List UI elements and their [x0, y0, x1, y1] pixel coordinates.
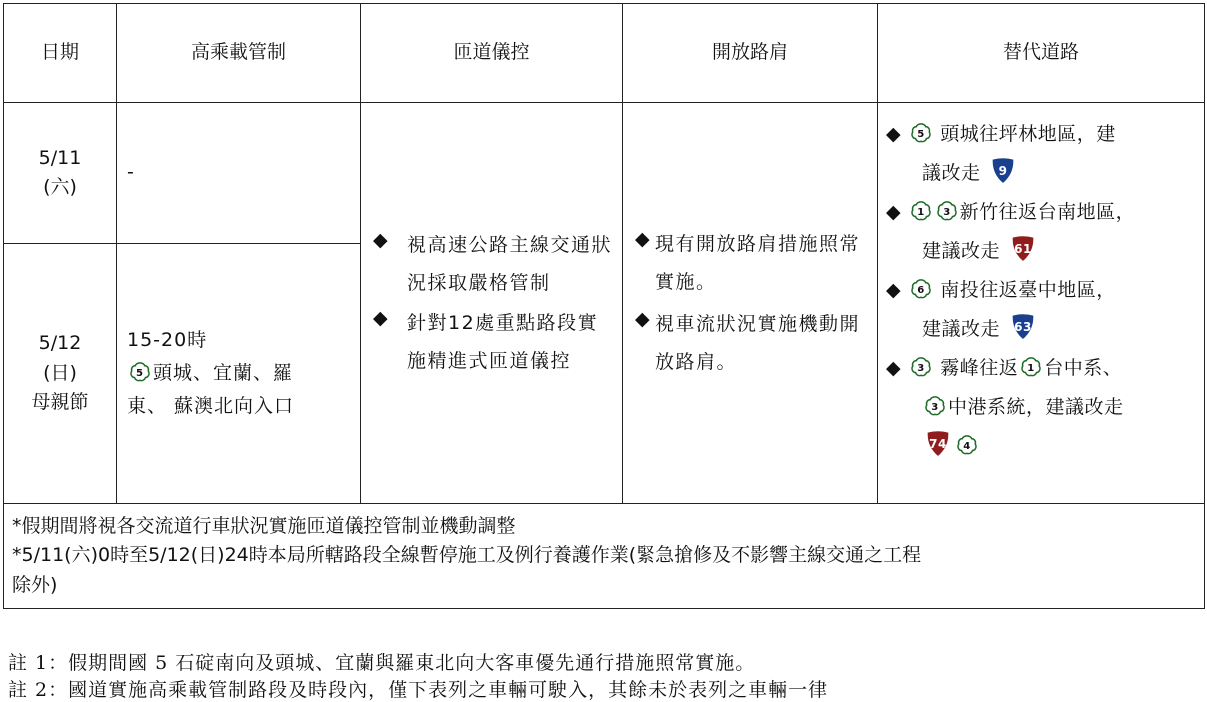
freeway-shield-icon: [910, 356, 932, 378]
table-row: [4, 103, 1205, 244]
diamond-bullet-icon: ◆: [373, 307, 388, 329]
freeway-shield-icon: [924, 395, 946, 417]
date-cell: [4, 103, 117, 244]
svg-text:3: 3: [916, 362, 925, 374]
expressway-shield-icon: [1009, 234, 1037, 264]
svg-text:5: 5: [916, 129, 925, 141]
provincial-highway-shield-icon: [989, 156, 1017, 186]
freeway-shield-icon: [910, 278, 932, 300]
notes-row: [4, 504, 1205, 609]
list-item: ◆ 視車流狀況實施機動開放路肩。: [635, 305, 877, 381]
svg-text:61: 61: [1013, 241, 1032, 256]
footnote-2: 註 2：國道實施高乘載管制路段及時段內，僅下表列之車輛可駛入，其餘未於表列之車輛一律: [8, 679, 829, 701]
date-text: 5/11: [38, 146, 82, 169]
alt-route-cell: ◆ 5 頭城往坪林地區，建 議改走 9 ◆ 1 3 新竹往返台南地區， 建議改走 61 ◆ 6 南投往返臺中地區， 建議改走 63 ◆ 3 霧峰往返 1 台中系、 3 中港系統，建議改走 74 4: [878, 103, 1205, 504]
svg-text:3: 3: [931, 401, 939, 413]
hov-cell: [117, 103, 361, 244]
freeway-shield-icon: [910, 122, 932, 144]
diamond-bullet-icon: ◆: [635, 308, 650, 330]
hov-cell: 15-20時 5 頭城、宜蘭、羅 東、 蘇澳北向入口: [117, 244, 361, 504]
diamond-bullet-icon: ◆: [635, 228, 650, 250]
header-hov: 高乘載管制: [117, 4, 361, 103]
shoulder-cell: [623, 103, 878, 504]
note-text: *假期間將視各交流道行車狀況實施匝道儀控管制並機動調整: [12, 514, 516, 537]
diamond-bullet-icon: ◆: [886, 200, 902, 223]
freeway-shield-icon: [1020, 356, 1042, 378]
provincial-highway-shield-icon: [1009, 312, 1037, 342]
diamond-bullet-icon: ◆: [373, 229, 388, 251]
svg-text:74: 74: [929, 436, 947, 451]
svg-text:63: 63: [1013, 319, 1032, 334]
header-shoulder: 開放路肩: [623, 4, 878, 103]
note-text: *5/11(六)0時至5/12(日)24時本局所轄路段全線暫停施工及例行養護作業(緊急搶修及不影響主線交通之工程: [12, 544, 922, 567]
schedule-table: [3, 3, 1205, 609]
list-item: ◆ 5 頭城往坪林地區，建: [886, 123, 1116, 145]
ramp-cell: [361, 103, 623, 504]
weekday-text: (六): [43, 176, 77, 198]
svg-text:4: 4: [963, 440, 971, 452]
freeway-shield-icon: [956, 434, 978, 456]
diamond-bullet-icon: ◆: [886, 356, 902, 379]
weekday-text: (日): [43, 361, 77, 384]
svg-text:1: 1: [916, 207, 925, 218]
holiday-text: 母親節: [31, 391, 89, 414]
date-text: 5/12: [38, 332, 82, 355]
svg-text:9: 9: [998, 163, 1008, 178]
hov-text: -: [127, 161, 134, 184]
list-item: ◆ 現有開放路肩措施照常實施。: [635, 225, 877, 301]
freeway-shield-icon: [936, 200, 958, 222]
list-item: ◆ 針對12處重點路段實施精進式匝道儀控: [373, 304, 612, 380]
expressway-shield-icon: [924, 429, 952, 459]
svg-text:3: 3: [942, 207, 951, 218]
note-text: 除外): [12, 573, 58, 596]
diamond-bullet-icon: ◆: [886, 278, 902, 301]
list-item: ◆ 視高速公路主線交通狀況採取嚴格管制: [373, 226, 612, 302]
date-cell: [4, 244, 117, 504]
header-ramp: 匝道儀控: [361, 4, 623, 103]
header-alt: 替代道路: [878, 4, 1205, 103]
list-item: ◆ 3 霧峰往返 1 台中系、: [886, 356, 1123, 379]
diamond-bullet-icon: ◆: [886, 123, 902, 145]
header-date: 日期: [4, 4, 117, 103]
svg-text:5: 5: [136, 368, 144, 379]
freeway-shield-icon: [129, 361, 151, 383]
list-item: ◆ 6 南投往返臺中地區，: [886, 278, 1116, 301]
list-item: ◆ 1 3 新竹往返台南地區，: [886, 200, 1136, 223]
footnote-1: 註 1：假期間國 5 石碇南向及頭城、宜蘭與羅東北向大客車優先通行措施照常實施。: [8, 652, 756, 674]
freeway-shield-icon: [910, 200, 932, 222]
svg-text:1: 1: [1027, 362, 1035, 374]
svg-text:6: 6: [916, 284, 925, 296]
header-row: [4, 4, 1205, 103]
notes-cell: [4, 504, 1205, 609]
